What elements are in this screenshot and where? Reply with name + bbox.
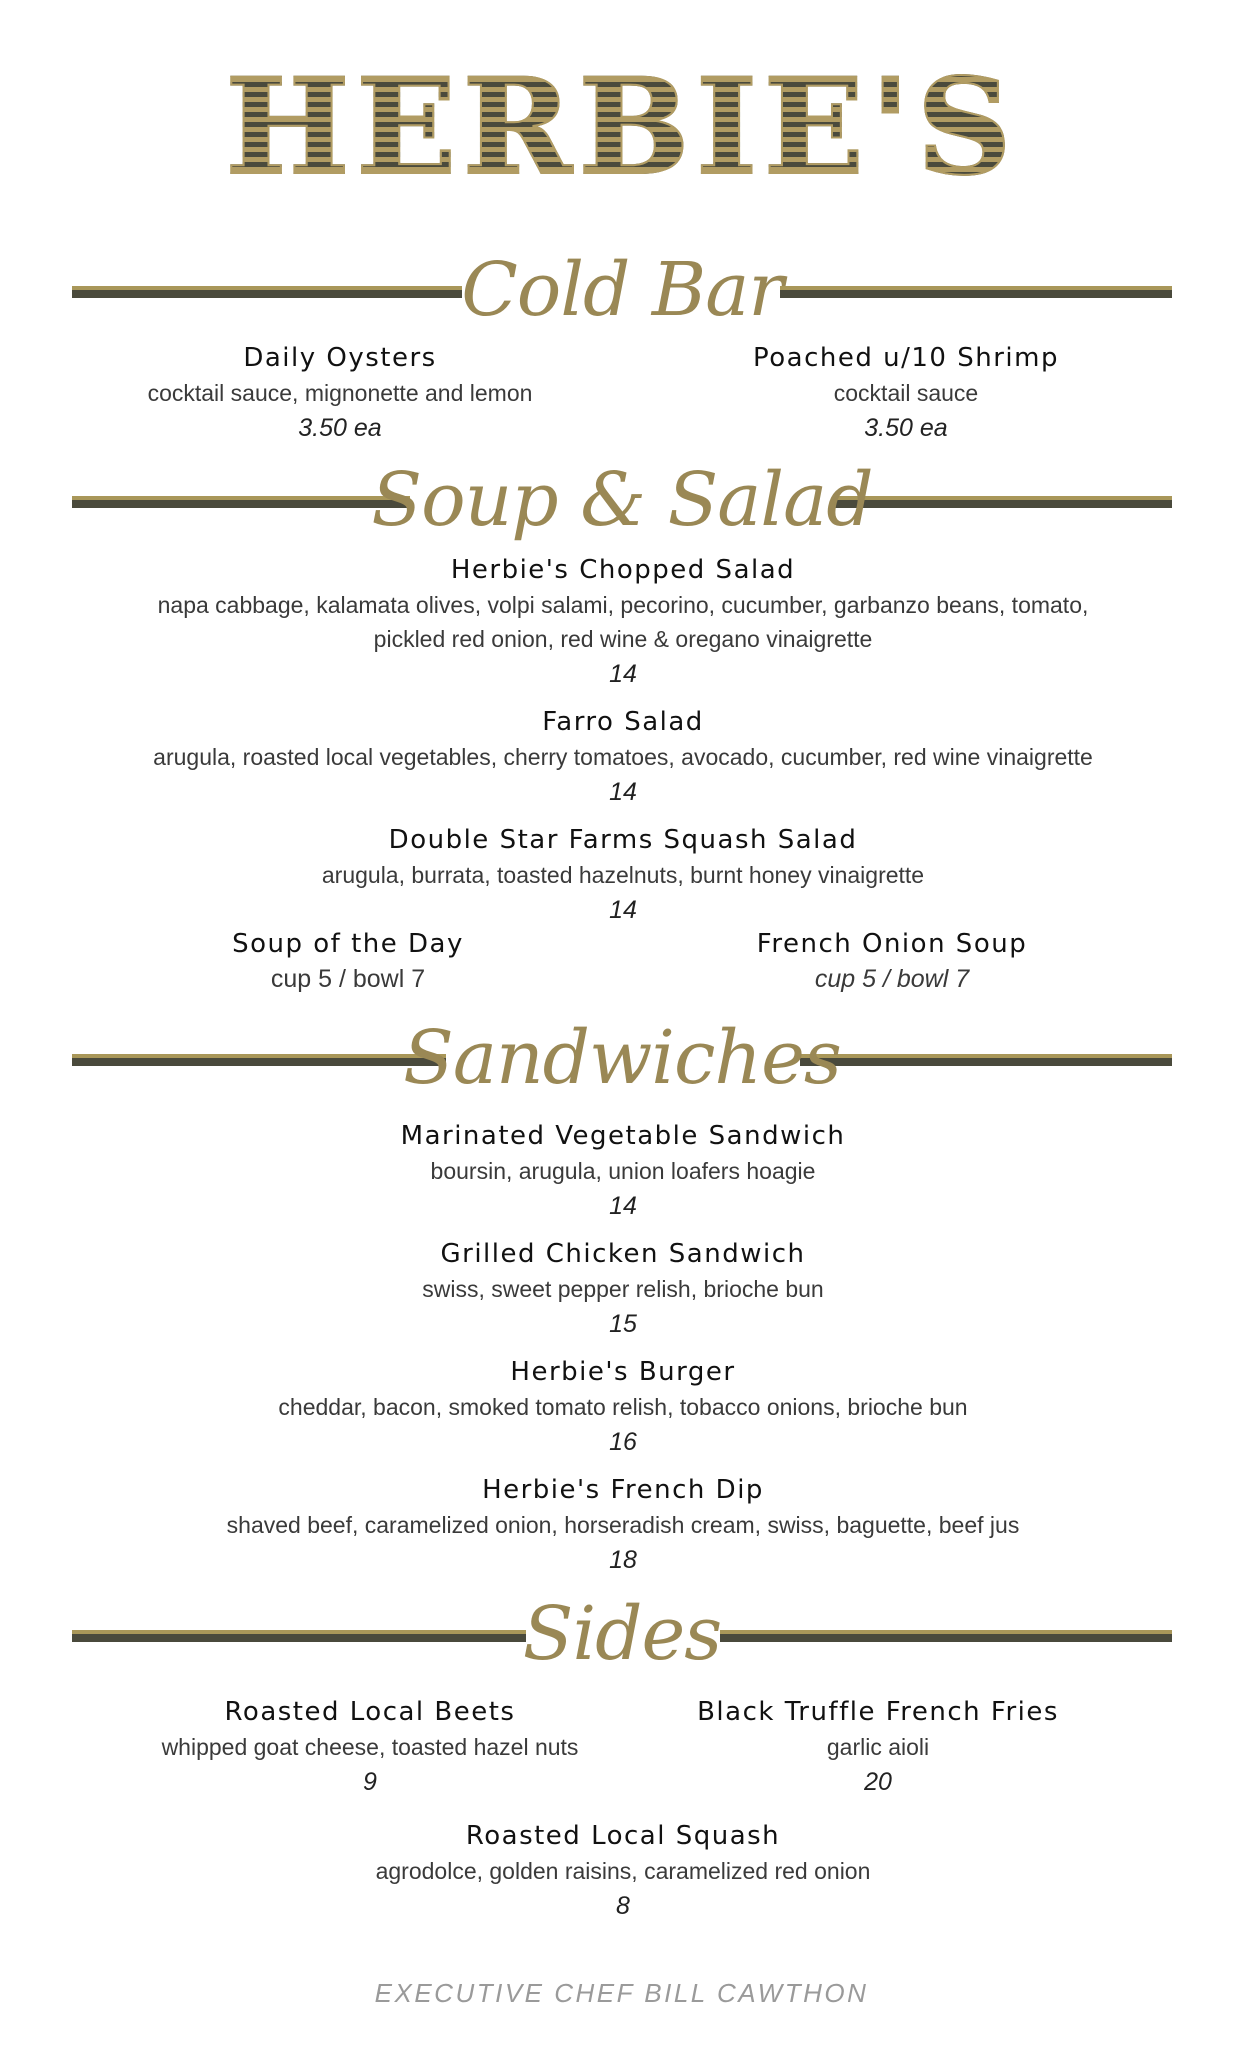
item-price: 3.50 ea bbox=[864, 414, 948, 442]
brand-logo-text: HERBIE'S bbox=[225, 50, 1018, 205]
item-description: shaved beef, caramelized onion, horseradish cream, swiss, baguette, beef jus bbox=[226, 1512, 1020, 1538]
item-description: arugula, burrata, toasted hazelnuts, burnt honey vinaigrette bbox=[321, 862, 925, 888]
menu-item-truffle-fries bbox=[628, 1694, 1128, 1800]
item-price: 16 bbox=[609, 1428, 637, 1456]
item-description: agrodolce, golden raisins, caramelized red onion bbox=[375, 1858, 871, 1884]
item-description: boursin, arugula, union loafers hoagie bbox=[430, 1158, 816, 1184]
menu-item-french-dip bbox=[60, 1472, 1186, 1578]
item-description: cup 5 / bowl 7 bbox=[814, 965, 970, 993]
item-price: 14 bbox=[609, 896, 637, 924]
item-description: arugula, roasted local vegetables, cherry tomatoes, avocado, cucumber, red wine vinaigrette bbox=[153, 744, 1093, 770]
section-title-cold-bar: Cold Bar bbox=[461, 247, 783, 333]
item-name: French Onion Soup bbox=[756, 929, 1028, 959]
item-description: whipped goat cheese, toasted hazel nuts bbox=[161, 1734, 579, 1760]
item-name: Marinated Vegetable Sandwich bbox=[400, 1121, 846, 1151]
menu-item-herbies-burger bbox=[60, 1354, 1186, 1460]
item-description: napa cabbage, kalamata olives, volpi salami, pecorino, cucumber, garbanzo beans, tomato, bbox=[157, 592, 1089, 618]
section-header-cold-bar bbox=[72, 240, 1172, 340]
item-name: Farro Salad bbox=[542, 707, 704, 737]
item-name: Grilled Chicken Sandwich bbox=[440, 1239, 806, 1269]
item-price: 20 bbox=[864, 1768, 892, 1796]
item-price: 14 bbox=[609, 778, 637, 806]
menu-item-daily-oysters bbox=[90, 340, 590, 446]
section-header-sandwiches bbox=[72, 1008, 1172, 1108]
item-price: 14 bbox=[609, 1192, 637, 1220]
item-description: garlic aioli bbox=[826, 1734, 930, 1760]
item-description: swiss, sweet pepper relish, brioche bun bbox=[422, 1276, 824, 1302]
section-header-soup-salad bbox=[72, 450, 1172, 550]
item-name: Roasted Local Squash bbox=[465, 1821, 781, 1851]
menu-item-chopped-salad bbox=[60, 552, 1186, 692]
item-description: cocktail sauce bbox=[833, 380, 979, 406]
menu-item-chicken-sandwich bbox=[60, 1236, 1186, 1342]
item-name: Poached u/10 Shrimp bbox=[753, 343, 1059, 373]
item-name: Daily Oysters bbox=[243, 343, 437, 373]
menu-item-roasted-squash bbox=[60, 1818, 1186, 1924]
item-price: 18 bbox=[609, 1546, 637, 1574]
item-price: 14 bbox=[609, 660, 637, 688]
brand-logo bbox=[0, 50, 1243, 205]
menu-item-soup-of-the-day bbox=[148, 926, 548, 996]
menu-item-french-onion-soup bbox=[692, 926, 1092, 996]
section-title-sides: Sides bbox=[522, 1591, 722, 1677]
item-price: 9 bbox=[363, 1768, 377, 1796]
item-description: cheddar, bacon, smoked tomato relish, tobacco onions, brioche bun bbox=[278, 1394, 968, 1420]
item-name: Soup of the Day bbox=[232, 929, 464, 959]
item-price: 8 bbox=[616, 1892, 630, 1920]
section-title-sandwiches: Sandwiches bbox=[403, 1015, 841, 1101]
menu-item-squash-salad bbox=[60, 822, 1186, 928]
item-name: Herbie's Chopped Salad bbox=[450, 555, 796, 585]
menu-item-roasted-beets bbox=[120, 1694, 620, 1800]
item-description-line-2: pickled red onion, red wine & oregano vinaigrette bbox=[373, 626, 873, 652]
item-price: 15 bbox=[609, 1310, 637, 1338]
menu-item-farro-salad bbox=[60, 704, 1186, 810]
item-name: Double Star Farms Squash Salad bbox=[388, 825, 858, 855]
section-title-soup-salad: Soup & Salad bbox=[371, 457, 873, 543]
menu-item-vegetable-sandwich bbox=[60, 1118, 1186, 1224]
item-description: cup 5 / bowl 7 bbox=[270, 965, 426, 993]
item-name: Black Truffle French Fries bbox=[697, 1697, 1059, 1727]
section-header-sides bbox=[72, 1584, 1172, 1684]
item-name: Herbie's Burger bbox=[510, 1357, 736, 1387]
menu-item-poached-shrimp bbox=[656, 340, 1156, 446]
item-price: 3.50 ea bbox=[298, 414, 382, 442]
item-name: Herbie's French Dip bbox=[482, 1475, 764, 1505]
executive-chef-credit: EXECUTIVE CHEF BILL CAWTHON bbox=[374, 1978, 869, 2008]
item-name: Roasted Local Beets bbox=[224, 1697, 516, 1727]
item-description: cocktail sauce, mignonette and lemon bbox=[147, 380, 533, 406]
